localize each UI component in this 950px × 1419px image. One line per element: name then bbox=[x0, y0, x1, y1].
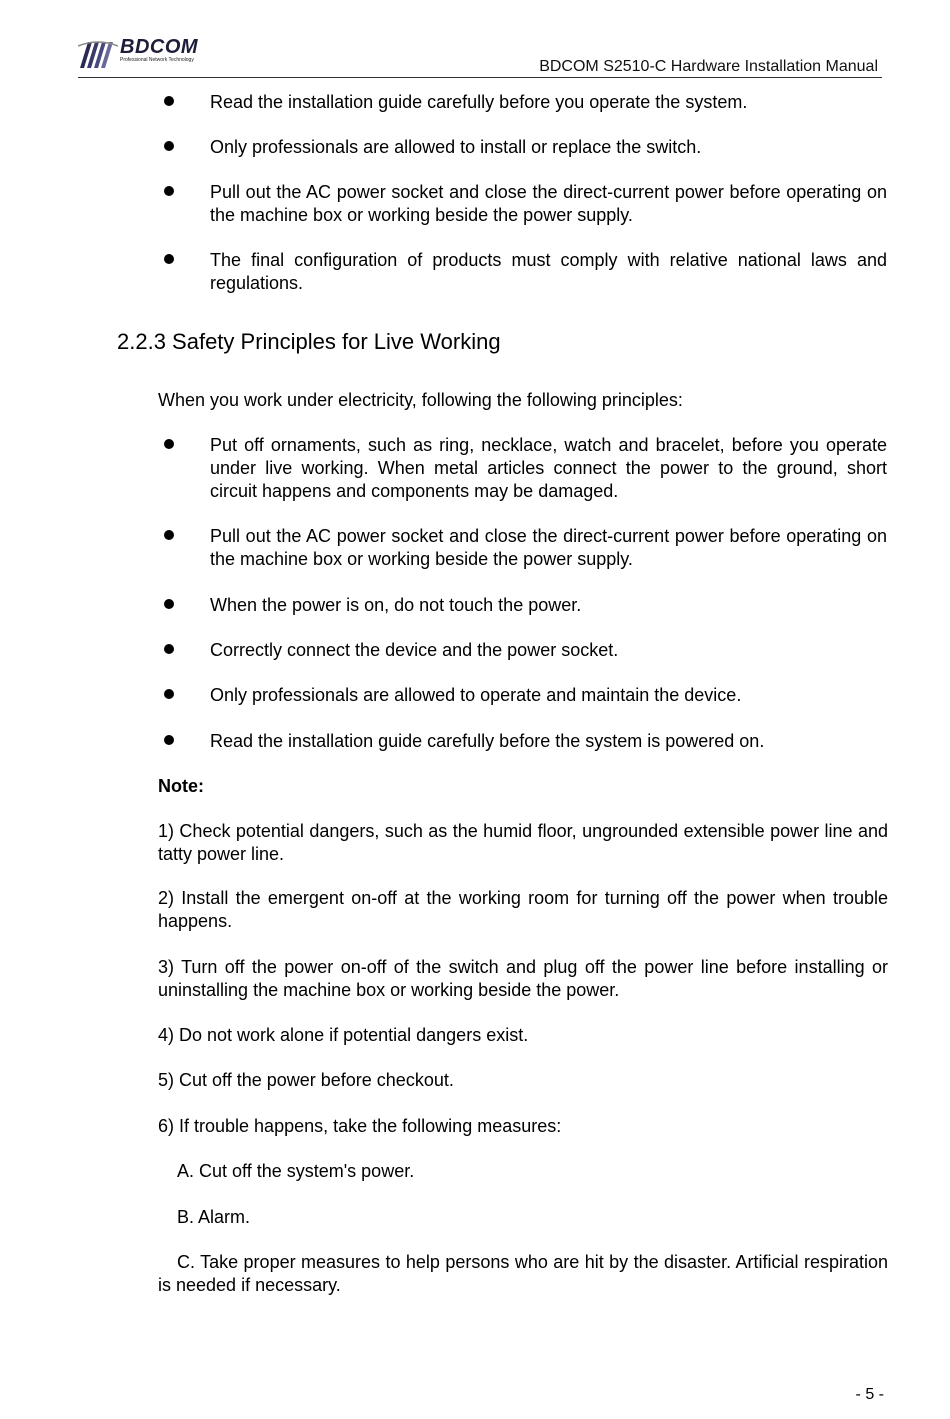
list-item: Only professionals are allowed to install or replace the switch. bbox=[210, 137, 702, 157]
list-item: Read the installation guide carefully before the system is powered on. bbox=[210, 731, 765, 751]
list-item: When the power is on, do not touch the power. bbox=[210, 595, 582, 615]
measure-item: C. Take proper measures to help persons who are hit by the disaster. Artificial respiration is needed if necessary. bbox=[158, 1252, 888, 1295]
note-item: 1) Check potential dangers, such as the humid floor, ungrounded extensible power line and tatty power line. bbox=[158, 821, 888, 864]
measure-item: B. Alarm. bbox=[177, 1207, 251, 1227]
note-item: 3) Turn off the power on-off of the switch and plug off the power line before installing or uninstalling the machine box or working beside the power. bbox=[158, 957, 888, 1000]
list-item: Correctly connect the device and the power socket. bbox=[210, 640, 619, 660]
bullet-icon bbox=[164, 186, 174, 196]
list-item: Put off ornaments, such as ring, necklace, watch and bracelet, before you operate under live working. When metal articles connect the power to the ground, short circuit happens and components may be damaged. bbox=[210, 435, 887, 501]
bullet-icon bbox=[164, 96, 174, 106]
measure-item: A. Cut off the system's power. bbox=[177, 1161, 415, 1181]
bullet-icon bbox=[164, 599, 174, 609]
section-heading: 2.2.3 Safety Principles for Live Working bbox=[117, 329, 501, 354]
header-divider bbox=[78, 77, 882, 78]
manual-title: BDCOM S2510-C Hardware Installation Manual bbox=[539, 58, 878, 75]
note-item: 5) Cut off the power before checkout. bbox=[158, 1070, 454, 1090]
note-label: Note: bbox=[158, 776, 204, 796]
page-header bbox=[78, 36, 882, 80]
bullet-icon bbox=[164, 644, 174, 654]
note-item: 6) If trouble happens, take the following measures: bbox=[158, 1116, 562, 1136]
logo-tagline: Professional Network Technology bbox=[120, 57, 194, 63]
list-item: Only professionals are allowed to operate and maintain the device. bbox=[210, 685, 742, 705]
note-item: 4) Do not work alone if potential dangers exist. bbox=[158, 1025, 529, 1045]
bullet-icon bbox=[164, 141, 174, 151]
bdcom-logo bbox=[78, 36, 218, 70]
list-item: Pull out the AC power socket and close the direct-current power before operating on the machine box or working beside the power supply. bbox=[210, 182, 887, 225]
logo-wave-icon bbox=[78, 38, 118, 70]
logo-wordmark: BDCOM bbox=[120, 36, 199, 58]
list-item: Read the installation guide carefully before you operate the system. bbox=[210, 92, 748, 112]
list-item: The final configuration of products must comply with relative national laws and regulations. bbox=[210, 250, 887, 293]
bullet-icon bbox=[164, 735, 174, 745]
page-number: - 5 - bbox=[855, 1386, 884, 1403]
intro-paragraph: When you work under electricity, following the following principles: bbox=[158, 390, 683, 410]
note-item: 2) Install the emergent on-off at the working room for turning off the power when trouble happens. bbox=[158, 888, 888, 931]
bullet-icon bbox=[164, 530, 174, 540]
bullet-icon bbox=[164, 254, 174, 264]
bullet-icon bbox=[164, 439, 174, 449]
bullet-icon bbox=[164, 689, 174, 699]
list-item: Pull out the AC power socket and close the direct-current power before operating on the machine box or working beside the power supply. bbox=[210, 526, 887, 569]
